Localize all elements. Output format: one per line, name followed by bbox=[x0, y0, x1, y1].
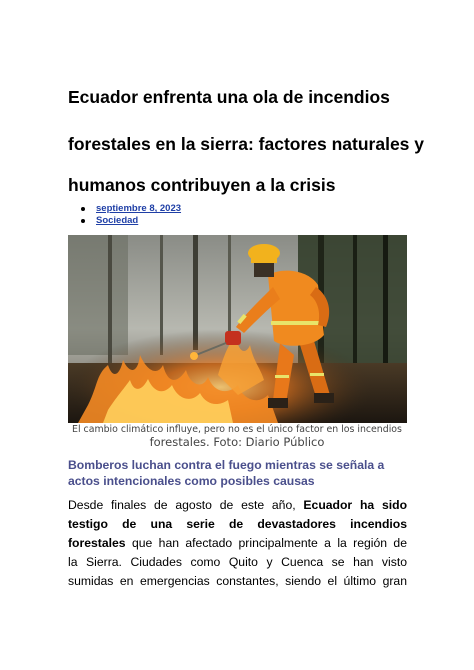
meta-date-item bbox=[80, 203, 181, 215]
body-bold-text: Ecuador ha sido bbox=[303, 498, 408, 512]
firefighter-photo bbox=[68, 235, 407, 423]
body-bold-text: forestales bbox=[68, 536, 126, 550]
photo-caption-line-2: forestales. Foto: Diario Público bbox=[149, 435, 325, 449]
body-text: Desde finales de agosto de este año, bbox=[68, 498, 304, 512]
body-line-3 bbox=[68, 534, 407, 553]
body-text: que han afectado principalmente a la región de bbox=[125, 536, 407, 550]
body-line-5: sumidas en emergencias constantes, siendo el último gran bbox=[68, 574, 407, 588]
meta-category-item bbox=[80, 215, 181, 227]
article-title-line-2: forestales en la sierra: factores naturales y bbox=[68, 134, 425, 154]
firefighter-photo-illustration bbox=[68, 235, 407, 423]
body-line-4: la Sierra. Ciudades como Quito y Cuenca se han visto bbox=[68, 555, 407, 569]
article-title-line-1: Ecuador enfrenta una ola de incendios bbox=[68, 87, 390, 107]
body-bold-text: testigo de una serie de devastadores incendios bbox=[68, 517, 407, 531]
body-line-2 bbox=[68, 515, 407, 534]
article-meta-list bbox=[80, 203, 181, 227]
category-link[interactable]: Sociedad bbox=[96, 215, 139, 226]
article-title-line-3: humanos contribuyen a la crisis bbox=[68, 175, 336, 195]
article-subheading: Bomberos luchan contra el fuego mientras se señala a actos intencionales como posibles causas bbox=[68, 458, 385, 488]
article-body bbox=[68, 496, 407, 591]
photo-caption-line-1: El cambio climático influye, pero no es el único factor en los incendios bbox=[72, 424, 402, 435]
bullet-icon bbox=[81, 207, 85, 211]
bullet-icon bbox=[81, 219, 85, 223]
date-link[interactable]: septiembre 8, 2023 bbox=[96, 203, 182, 214]
body-line-1 bbox=[68, 496, 407, 515]
